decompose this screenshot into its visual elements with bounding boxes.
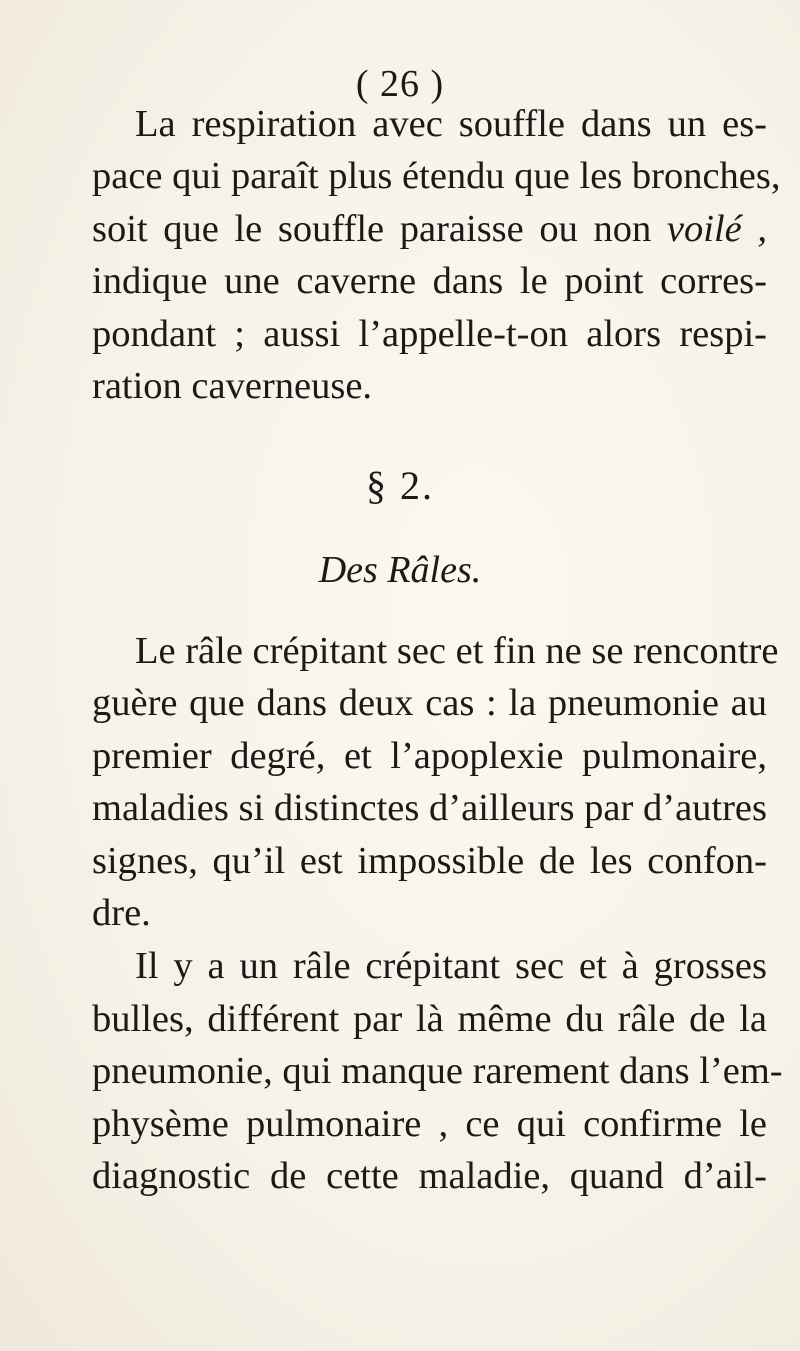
text-line: Il y a un râle crépitant sec et à grosses (135, 945, 767, 987)
text-line: diagnostic de cette maladie, quand d’ail- (92, 1155, 767, 1197)
text-line: bulles, différent par là même du râle de la (92, 998, 767, 1040)
text-line: premier degré, et l’apoplexie pulmonaire, (92, 735, 767, 777)
page-number: ( 26 ) (355, 63, 445, 105)
text-line: La respiration avec souffle dans un es- (135, 103, 767, 145)
italic-word: voilé , (666, 208, 768, 250)
text-line: maladies si distinctes d’ailleurs par d’autres (92, 787, 767, 829)
section-title: Des Râles. (318, 549, 482, 591)
text-line: dre. (92, 892, 151, 934)
text-line: Le râle crépitant sec et fin ne se rencontre (135, 630, 779, 672)
text-line (92, 210, 767, 249)
text-line: guère que dans deux cas : la pneumonie au (92, 682, 767, 724)
text-line: pneumonie, qui manque rarement dans l’em- (92, 1050, 783, 1092)
text-line: pondant ; aussi l’appelle-t-on alors respi- (92, 313, 767, 355)
text-segment: soit que le souffle paraisse ou non (92, 208, 652, 250)
text-line: ration caverneuse. (92, 365, 373, 407)
text-line: indique une caverne dans le point corres- (92, 260, 767, 302)
text-line: pace qui paraît plus étendu que les bronches, (92, 155, 781, 197)
text-line: physème pulmonaire , ce qui confirme le (92, 1103, 767, 1145)
section-mark: § 2. (366, 463, 434, 508)
text-line: signes, qu’il est impossible de les confon- (92, 840, 767, 882)
